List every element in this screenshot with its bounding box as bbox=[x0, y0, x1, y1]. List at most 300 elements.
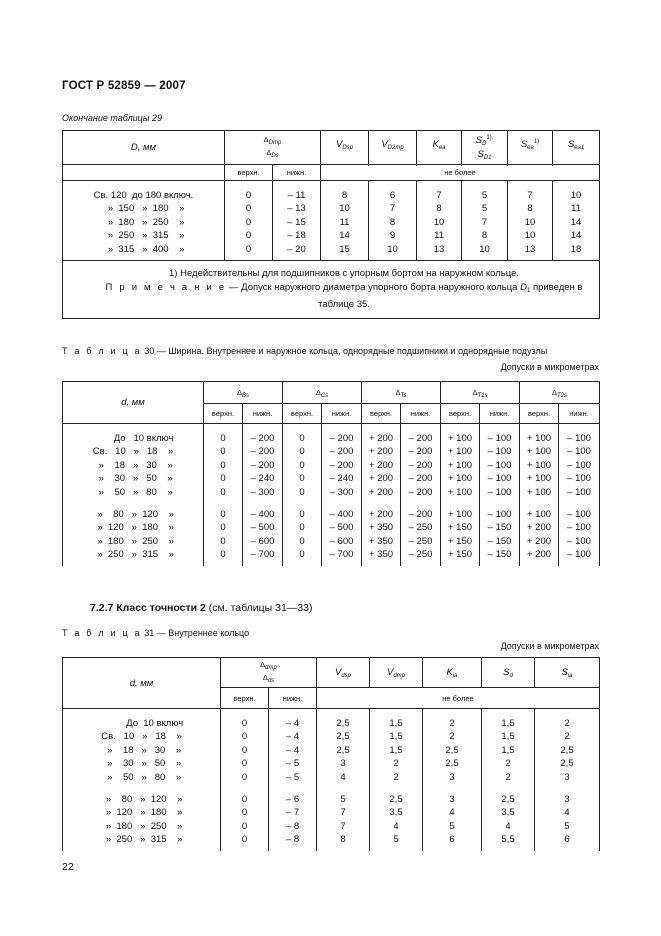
cell-value: – 13 bbox=[287, 203, 306, 215]
cell-value: 2,5 bbox=[445, 744, 459, 756]
header-verkh: верхн. bbox=[520, 404, 559, 424]
cell-value: 14 bbox=[570, 216, 582, 228]
col-header-s-ea: $S_{ea}^{1)}$ bbox=[508, 131, 553, 165]
cell-value: – 240 bbox=[329, 473, 354, 485]
cell-value: 0 bbox=[299, 549, 305, 561]
cell-value: 0 bbox=[245, 190, 252, 201]
group-gap bbox=[423, 784, 481, 793]
group-gap bbox=[269, 784, 316, 793]
cell-value: – 18 bbox=[287, 230, 306, 242]
group-gap bbox=[559, 499, 599, 508]
cell-value: – 100 bbox=[487, 486, 512, 498]
group-gap bbox=[63, 784, 220, 793]
value-column bbox=[204, 424, 243, 566]
cell-value: 1,5 bbox=[389, 744, 403, 756]
cell-value: 2,5 bbox=[389, 794, 403, 806]
row-label: » 50 » 80 » bbox=[101, 771, 182, 783]
cell-value: – 6 bbox=[285, 794, 300, 806]
cell-value: 2 bbox=[505, 758, 511, 770]
table-29 bbox=[62, 130, 600, 319]
cell-value: – 200 bbox=[408, 446, 433, 458]
cell-value: – 250 bbox=[408, 549, 433, 561]
cell-value: 2 bbox=[564, 731, 570, 743]
cell-value: 2,5 bbox=[336, 731, 350, 743]
header-verkh: верхн. bbox=[283, 404, 322, 424]
cell-value: – 150 bbox=[487, 522, 512, 534]
header-ne-bolee: не более bbox=[321, 165, 600, 181]
cell-value: 0 bbox=[299, 535, 305, 547]
cell-value: – 700 bbox=[329, 549, 354, 561]
cell-value: 0 bbox=[220, 433, 226, 444]
cell-value: 2 bbox=[393, 758, 399, 770]
col-header-v-dmp: $V_{dmp}$ bbox=[370, 658, 423, 688]
cell-value: 0 bbox=[220, 446, 226, 458]
cell-value: + 200 bbox=[368, 446, 394, 458]
cell-value: 0 bbox=[299, 522, 305, 534]
cell-value: 10 bbox=[339, 203, 350, 215]
cell-value: – 500 bbox=[329, 522, 354, 534]
cell-value: – 240 bbox=[250, 473, 275, 485]
cell-value: 0 bbox=[241, 807, 248, 819]
value-column bbox=[553, 181, 600, 261]
cell-value: – 100 bbox=[567, 509, 591, 521]
cell-value: + 100 bbox=[448, 486, 473, 498]
cell-value: 1,5 bbox=[389, 731, 403, 743]
cell-value: + 150 bbox=[448, 522, 473, 534]
cell-value: 11 bbox=[434, 230, 444, 242]
document-title: ГОСТ Р 52859 — 2007 bbox=[62, 80, 186, 92]
cell-value: + 200 bbox=[368, 459, 394, 471]
cell-value: – 250 bbox=[408, 522, 433, 534]
cell-value: – 7 bbox=[285, 807, 300, 819]
cell-value: 10 bbox=[570, 190, 582, 201]
cell-value: 2 bbox=[564, 718, 570, 729]
cell-value: 0 bbox=[245, 216, 252, 228]
row-label: » 315 » 400 » bbox=[102, 243, 185, 255]
cell-value: 2,5 bbox=[336, 744, 350, 756]
cell-value: 13 bbox=[433, 243, 445, 255]
value-column bbox=[535, 709, 600, 851]
cell-value: – 100 bbox=[567, 473, 591, 485]
header-nizh: нижн. bbox=[269, 688, 317, 709]
cell-value: – 100 bbox=[567, 522, 591, 534]
value-column bbox=[559, 424, 600, 566]
cell-value: – 8 bbox=[285, 834, 300, 846]
col-header-s-d-d1: $S_D^{1),}$ $S_{D1}$ bbox=[462, 131, 508, 165]
cell-value: 2 bbox=[449, 731, 455, 743]
row-label: » 180 » 250 » bbox=[92, 535, 174, 547]
value-column bbox=[482, 709, 535, 851]
cell-value: – 400 bbox=[250, 509, 275, 521]
cell-value: – 100 bbox=[567, 446, 591, 458]
cell-value: 1,5 bbox=[501, 744, 515, 756]
cell-value: 13 bbox=[524, 243, 536, 255]
cell-value: + 100 bbox=[527, 486, 552, 498]
value-column bbox=[322, 424, 362, 566]
header-ne-bolee: не более bbox=[317, 688, 600, 709]
cell-value: 6 bbox=[449, 834, 455, 846]
group-gap bbox=[204, 499, 242, 508]
cell-value: 7 bbox=[436, 190, 442, 201]
cell-value: + 200 bbox=[368, 486, 394, 498]
header-nizh: нижн. bbox=[480, 404, 520, 424]
cell-value: – 100 bbox=[487, 446, 512, 458]
cell-value: 0 bbox=[220, 509, 226, 521]
row-label: До 10 включ bbox=[92, 433, 174, 444]
cell-value: 10 bbox=[433, 216, 445, 228]
section-heading: 7.2.7 Класс точности 2 (см. таблицы 31—33) bbox=[90, 602, 313, 614]
col-header-s-ia: $S_{ia}$ bbox=[535, 658, 600, 688]
cell-value: – 100 bbox=[487, 509, 512, 521]
cell-value: – 200 bbox=[329, 446, 354, 458]
cell-value: + 350 bbox=[368, 549, 394, 561]
cell-value: + 200 bbox=[527, 549, 552, 561]
value-column bbox=[221, 709, 269, 851]
cell-value: – 600 bbox=[250, 535, 275, 547]
cell-value: 10 bbox=[524, 216, 536, 228]
cell-value: 18 bbox=[570, 243, 582, 255]
row-label: » 30 » 50 » bbox=[93, 473, 173, 485]
cell-value: + 100 bbox=[527, 433, 552, 444]
cell-value: – 200 bbox=[250, 446, 275, 458]
cell-value: 0 bbox=[241, 758, 248, 770]
cell-value: – 150 bbox=[487, 549, 512, 561]
table-29-notes bbox=[63, 261, 600, 319]
cell-value: – 100 bbox=[567, 433, 591, 444]
cell-value: 4 bbox=[564, 807, 570, 819]
cell-value: + 100 bbox=[527, 459, 552, 471]
col-header-delta-t1s: $\Delta_{T1s}$ bbox=[441, 382, 520, 404]
cell-value: 3,5 bbox=[501, 807, 515, 819]
value-column bbox=[480, 424, 520, 566]
group-gap bbox=[221, 784, 268, 793]
cell-value: 7 bbox=[389, 203, 396, 215]
cell-value: 0 bbox=[245, 243, 252, 255]
table-31-units: Допуски в микрометрах bbox=[500, 641, 599, 651]
value-column bbox=[508, 181, 553, 261]
col-header-d: d, мм bbox=[63, 658, 221, 709]
cell-value: – 200 bbox=[329, 459, 354, 471]
col-header-v-dsp: $V_{Dsp}$ bbox=[321, 131, 369, 165]
cell-value: – 100 bbox=[487, 459, 512, 471]
cell-value: – 4 bbox=[285, 731, 300, 743]
cell-value: 0 bbox=[241, 744, 248, 756]
group-gap bbox=[317, 784, 369, 793]
cell-value: + 100 bbox=[448, 446, 473, 458]
cell-value: 0 bbox=[241, 731, 248, 743]
cell-value: 11 bbox=[339, 216, 350, 228]
header-nizh: нижн. bbox=[243, 404, 283, 424]
value-column bbox=[417, 181, 462, 261]
cell-value: – 200 bbox=[408, 486, 433, 498]
cell-value: + 200 bbox=[368, 433, 394, 444]
cell-value: 8 bbox=[436, 203, 442, 215]
cell-value: 0 bbox=[220, 535, 226, 547]
table-30-units: Допуски в микрометрах bbox=[500, 362, 599, 372]
cell-value: – 100 bbox=[567, 486, 591, 498]
cell-value: – 5 bbox=[285, 758, 300, 770]
cell-value: – 5 bbox=[285, 771, 300, 783]
cell-value: 4 bbox=[340, 771, 346, 783]
cell-value: 1,5 bbox=[501, 718, 515, 729]
row-label: Св. 10 » 18 » bbox=[92, 446, 174, 458]
cell-value: + 350 bbox=[368, 535, 394, 547]
value-column bbox=[401, 424, 441, 566]
cell-value: 3 bbox=[340, 758, 346, 770]
cell-value: – 100 bbox=[567, 459, 591, 471]
cell-value: – 300 bbox=[329, 486, 354, 498]
table-31-body bbox=[63, 709, 600, 851]
value-column bbox=[243, 424, 283, 566]
cell-value: 1,5 bbox=[501, 731, 515, 743]
row-label: » 120 » 180 » bbox=[100, 807, 183, 819]
cell-value: – 300 bbox=[250, 486, 275, 498]
row-label: » 120 » 180 » bbox=[92, 522, 174, 534]
row-label: » 18 » 30 » bbox=[93, 459, 173, 471]
header-nizh: нижн. bbox=[401, 404, 441, 424]
cell-value: 1,5 bbox=[389, 718, 403, 729]
cell-value: 7 bbox=[340, 807, 346, 819]
col-header-delta-ts: $\Delta_{Ts}$ bbox=[362, 382, 441, 404]
col-header-v-d2mp: $V_{D2mp}$ bbox=[369, 131, 417, 165]
group-gap bbox=[520, 499, 558, 508]
cell-value: – 200 bbox=[408, 459, 433, 471]
cell-value: + 150 bbox=[448, 535, 473, 547]
cell-value: 0 bbox=[299, 486, 305, 498]
row-label: » 18 » 30 » bbox=[101, 744, 182, 756]
cell-value: – 700 bbox=[250, 549, 275, 561]
col-header-delta-bs: $\Delta_{Bs}$ bbox=[204, 382, 283, 404]
value-column bbox=[317, 709, 370, 851]
cell-value: + 150 bbox=[448, 549, 473, 561]
cell-value: 0 bbox=[241, 771, 248, 783]
cell-value: 5 bbox=[449, 820, 455, 832]
cell-value: 9 bbox=[389, 230, 396, 242]
header-verkh: верхн. bbox=[204, 404, 243, 424]
cell-value: 5,5 bbox=[501, 834, 515, 846]
col-header-s-d: $S_d$ bbox=[482, 658, 535, 688]
value-column bbox=[362, 424, 401, 566]
cell-value: 0 bbox=[241, 718, 248, 729]
value-column bbox=[273, 181, 321, 261]
row-label: » 80 » 120 » bbox=[92, 509, 174, 521]
cell-value: + 100 bbox=[448, 509, 473, 521]
cell-value: 0 bbox=[245, 230, 252, 242]
header-verkh: верхн. bbox=[441, 404, 480, 424]
cell-value: 4 bbox=[505, 820, 511, 832]
cell-value: 8 bbox=[389, 216, 396, 228]
cell-value: 0 bbox=[299, 446, 305, 458]
cell-value: – 4 bbox=[285, 744, 300, 756]
cell-value: 8 bbox=[481, 230, 488, 242]
table-31 bbox=[62, 657, 600, 851]
cell-value: + 100 bbox=[448, 433, 473, 444]
note: П р и м е ч а н и е — Допуск наружного диаметра упорного борта наружного кольца $D_1$ приведен в таблице 35. bbox=[105, 282, 583, 311]
row-label: » 50 » 80 » bbox=[93, 486, 173, 498]
cell-value: 0 bbox=[299, 433, 305, 444]
cell-value: 5 bbox=[340, 794, 346, 806]
header-verkh: верхн. bbox=[221, 688, 269, 709]
table-30-body bbox=[63, 424, 600, 566]
value-column bbox=[441, 424, 480, 566]
group-gap bbox=[401, 499, 440, 508]
cell-value: 5 bbox=[393, 834, 399, 846]
cell-value: + 200 bbox=[368, 509, 394, 521]
group-gap bbox=[63, 499, 203, 508]
cell-value: 0 bbox=[299, 459, 305, 471]
cell-value: – 600 bbox=[329, 535, 354, 547]
cell-value: 8 bbox=[340, 834, 346, 846]
row-label: » 180 » 250 » bbox=[100, 820, 183, 832]
cell-value: 6 bbox=[389, 190, 396, 201]
value-column bbox=[423, 709, 482, 851]
cell-value: + 350 bbox=[368, 522, 394, 534]
row-label-column bbox=[63, 424, 204, 566]
cell-value: 14 bbox=[339, 230, 350, 242]
col-header-delta-t2s: $\Delta_{T2s}$ bbox=[520, 382, 600, 404]
cell-value: 0 bbox=[220, 473, 226, 485]
group-gap bbox=[283, 499, 321, 508]
row-label: » 250 » 315 » bbox=[100, 834, 183, 846]
value-column bbox=[283, 424, 322, 566]
cell-value: + 100 bbox=[448, 459, 473, 471]
group-gap bbox=[370, 784, 422, 793]
col-header-delta-dmp-ds: $\Delta_{Dmp}$ $\Delta_{Ds}$ bbox=[225, 131, 321, 165]
page-number: 22 bbox=[62, 861, 74, 873]
cell-value: 0 bbox=[241, 794, 248, 806]
cell-value: 4 bbox=[449, 807, 455, 819]
group-gap bbox=[322, 499, 361, 508]
cell-value: + 100 bbox=[527, 446, 552, 458]
cell-value: 0 bbox=[220, 549, 226, 561]
col-header-delta-dmp-ds: $\Delta_{dmp}$ $\Delta_{ds}$ bbox=[221, 658, 317, 688]
cell-value: – 100 bbox=[487, 473, 512, 485]
cell-value: 10 bbox=[524, 230, 536, 242]
cell-value: + 200 bbox=[527, 522, 552, 534]
cell-value: 0 bbox=[299, 473, 305, 485]
cell-value: – 200 bbox=[250, 433, 275, 444]
value-column bbox=[520, 424, 559, 566]
cell-value: 7 bbox=[340, 820, 346, 832]
cell-value: – 20 bbox=[287, 243, 306, 255]
col-header-k-ea: $K_{ea}$ bbox=[417, 131, 462, 165]
table-30-caption: Т а б л и ц а 30 — Ширина. Внутреннее и наружное кольца, однорядные подшипники и однорядные подузлы bbox=[62, 346, 548, 356]
cell-value: – 15 bbox=[287, 216, 306, 228]
cell-value: – 500 bbox=[250, 522, 275, 534]
cell-value: 2,5 bbox=[445, 758, 459, 770]
row-label: » 30 » 50 » bbox=[101, 758, 182, 770]
col-header-v-dsp: $V_{dsp}$ bbox=[317, 658, 370, 688]
cell-value: 0 bbox=[220, 486, 226, 498]
cell-value: + 200 bbox=[527, 535, 552, 547]
cell-value: 3 bbox=[449, 771, 455, 783]
col-header-k-ia: $K_{ia}$ bbox=[423, 658, 482, 688]
cell-value: 5 bbox=[481, 203, 488, 215]
cell-value: – 200 bbox=[329, 433, 354, 444]
cell-value: – 400 bbox=[329, 509, 354, 521]
cell-value: 3 bbox=[449, 794, 455, 806]
cell-value: 4 bbox=[393, 820, 399, 832]
group-gap bbox=[535, 784, 599, 793]
header-nizh: нижн. bbox=[273, 165, 321, 181]
table-29-body bbox=[63, 181, 600, 261]
cell-value: – 100 bbox=[567, 535, 591, 547]
header-nizh: нижн. bbox=[322, 404, 362, 424]
cell-value: + 100 bbox=[527, 473, 552, 485]
value-column bbox=[369, 181, 417, 261]
cell-value: 5 bbox=[481, 190, 488, 201]
cell-value: – 100 bbox=[487, 433, 512, 444]
cell-value: + 100 bbox=[448, 473, 473, 485]
footnote: 1) Недействительны для подшипников с упорным бортом на наружном кольце. bbox=[169, 268, 519, 280]
col-header-s-ea1: $S_{ea1}$ bbox=[553, 131, 600, 165]
cell-value: + 200 bbox=[368, 473, 394, 485]
cell-value: 3 bbox=[564, 794, 570, 806]
row-label: Св. 10 » 18 » bbox=[101, 731, 182, 743]
row-label: » 180 » 250 » bbox=[102, 216, 185, 228]
row-label: До 10 включ bbox=[99, 718, 184, 729]
row-label: » 250 » 315 » bbox=[102, 230, 185, 242]
cell-value: 2 bbox=[449, 718, 455, 729]
cell-value: 2,5 bbox=[501, 794, 515, 806]
cell-value: – 100 bbox=[567, 549, 591, 561]
cell-value: – 200 bbox=[408, 509, 433, 521]
header-verkh: верхн. bbox=[362, 404, 401, 424]
cell-value: 0 bbox=[299, 509, 305, 521]
value-column bbox=[321, 181, 369, 261]
table-31-caption: Т а б л и ц а 31 — Внутреннее кольцо bbox=[62, 628, 250, 638]
row-label: » 80 » 120 » bbox=[100, 794, 183, 806]
value-column bbox=[225, 181, 273, 261]
cell-value: – 150 bbox=[487, 535, 512, 547]
cell-value: 2,5 bbox=[336, 718, 350, 729]
value-column bbox=[269, 709, 317, 851]
cell-value: 3,5 bbox=[389, 807, 403, 819]
row-label: » 250 » 315 » bbox=[92, 549, 174, 561]
col-header-d: d, мм bbox=[63, 382, 204, 424]
cell-value: 8 bbox=[341, 190, 348, 201]
cell-value: – 200 bbox=[250, 459, 275, 471]
cell-value: 7 bbox=[527, 190, 533, 201]
cell-value: 14 bbox=[570, 230, 582, 242]
header-nizh: нижн. bbox=[559, 404, 600, 424]
cell-value: – 200 bbox=[408, 433, 433, 444]
header-verkh: верхн. bbox=[225, 165, 273, 181]
cell-value: – 200 bbox=[408, 473, 433, 485]
cell-value: – 4 bbox=[285, 718, 300, 729]
table-30 bbox=[62, 381, 600, 566]
col-header-delta-cs: $\Delta_{Cs}$ bbox=[283, 382, 362, 404]
cell-value: 8 bbox=[527, 203, 533, 215]
group-gap bbox=[362, 499, 400, 508]
cell-value: 15 bbox=[339, 243, 350, 255]
cell-value: 0 bbox=[241, 820, 248, 832]
cell-value: – 11 bbox=[287, 190, 306, 201]
cell-value: 3 bbox=[564, 771, 570, 783]
row-label-column bbox=[63, 709, 221, 851]
value-column bbox=[462, 181, 508, 261]
cell-value: 0 bbox=[245, 203, 252, 215]
cell-value: 11 bbox=[571, 203, 581, 215]
group-gap bbox=[243, 499, 282, 508]
value-column bbox=[370, 709, 423, 851]
row-label: » 150 » 180 » bbox=[102, 203, 185, 215]
cell-value: 2 bbox=[393, 771, 399, 783]
cell-value: 0 bbox=[220, 522, 226, 534]
col-header-D: D, мм bbox=[63, 131, 225, 165]
cell-value: 5 bbox=[564, 820, 570, 832]
cell-value: 10 bbox=[387, 243, 398, 255]
